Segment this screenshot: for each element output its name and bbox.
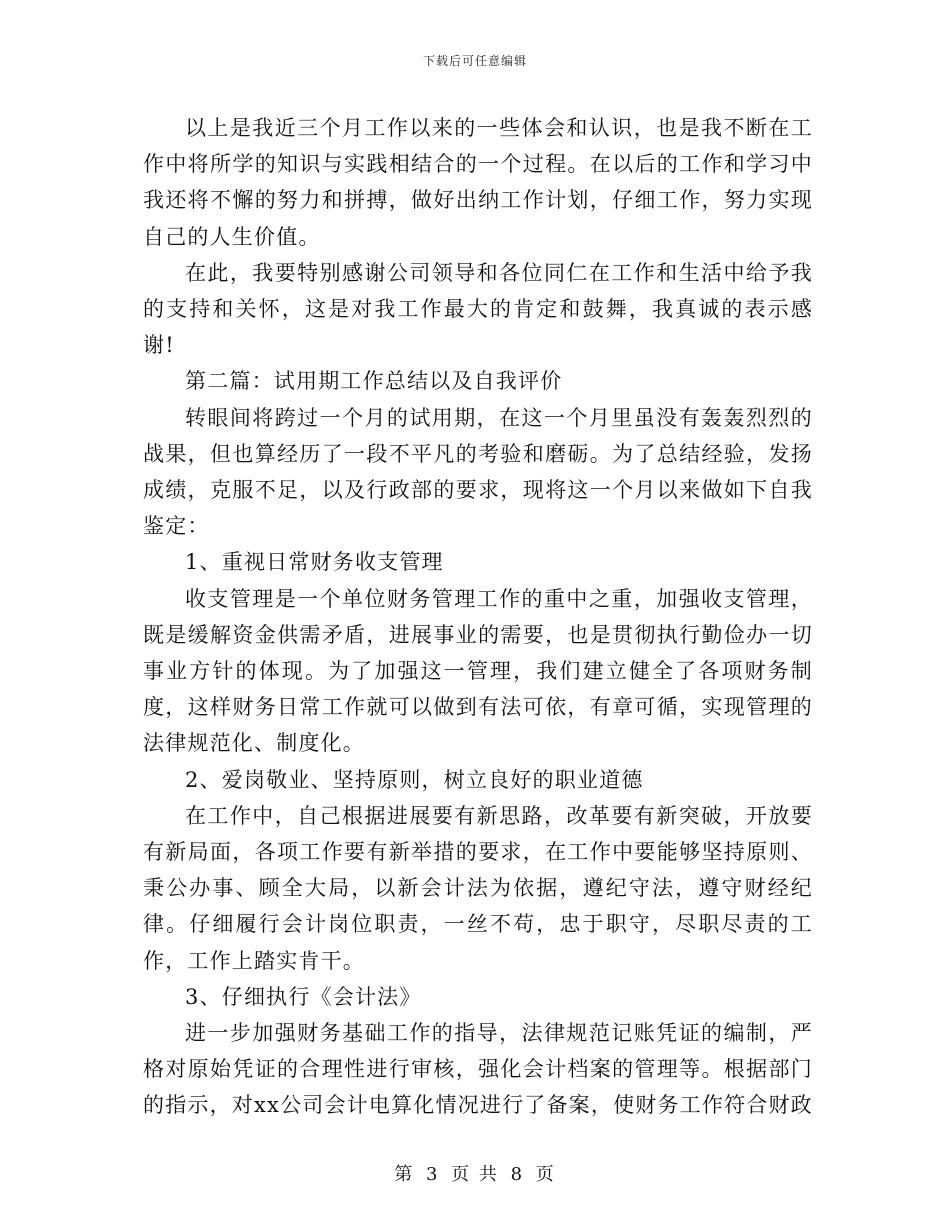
section-heading: 第二篇：试用期工作总结以及自我评价 xyxy=(185,369,563,394)
section-heading: 3、仔细执行《会计法》 xyxy=(185,984,422,1009)
paragraph: 转眼间将跨过一个月的试用期，在这一个月里虽没有轰轰烈烈的战果，但也算经历了一段不平凡的考验和磨砺。为了总结经验，发扬成绩，克服不足，以及行政部的要求，现将这一个月以来做如下自我鉴定： xyxy=(143,405,813,539)
document-body xyxy=(143,110,813,1124)
footer-prefix: 第 xyxy=(394,1164,415,1185)
section-heading: 2、爱岗敬业、坚持原则，树立良好的职业道德 xyxy=(185,767,644,792)
page-footer xyxy=(0,1160,950,1186)
footer-middle: 页 共 xyxy=(451,1164,499,1185)
page-header-note: 下载后可任意编辑 xyxy=(422,54,527,68)
current-page-number: 3 xyxy=(425,1164,440,1185)
paragraph: 进一步加强财务基础工作的指导，法律规范记账凭证的编制，严格对原始凭证的合理性进行审核，强化会计档案的管理等。根据部门的指示，对xx公司会计电算化情况进行了备案，使财务工作符合财政 xyxy=(143,1021,813,1118)
footer-suffix: 页 xyxy=(535,1164,556,1185)
paragraph: 在工作中，自己根据进展要有新思路，改革要有新突破，开放要有新局面，各项工作要有新举措的要求，在工作中要能够坚持原则、秉公办事、顾全大局，以新会计法为依据，遵纪守法，遵守财经纪律。仔细履行会计岗位职责，一丝不苟，忠于职守，尽职尽责的工作，工作上踏实肯干。 xyxy=(143,803,813,973)
paragraph: 收支管理是一个单位财务管理工作的重中之重，加强收支管理，既是缓解资金供需矛盾，进展事业的需要，也是贯彻执行勤俭办一切事业方针的体现。为了加强这一管理，我们建立健全了各项财务制度，这样财务日常工作就可以做到有法可依，有章可循，实现管理的法律规范化、制度化。 xyxy=(143,586,813,756)
total-page-number: 8 xyxy=(510,1164,525,1185)
section-heading: 1、重视日常财务收支管理 xyxy=(185,550,444,575)
paragraph: 以上是我近三个月工作以来的一些体会和认识，也是我不断在工作中将所学的知识与实践相结合的一个过程。在以后的工作和学习中我还将不懈的努力和拼搏，做好出纳工作计划，仔细工作，努力实现自己的人生价值。 xyxy=(143,116,813,249)
paragraph: 在此，我要特别感谢公司领导和各位同仁在工作和生活中给予我的支持和关怀，这是对我工作最大的肯定和鼓舞，我真诚的表示感谢! xyxy=(143,260,813,358)
